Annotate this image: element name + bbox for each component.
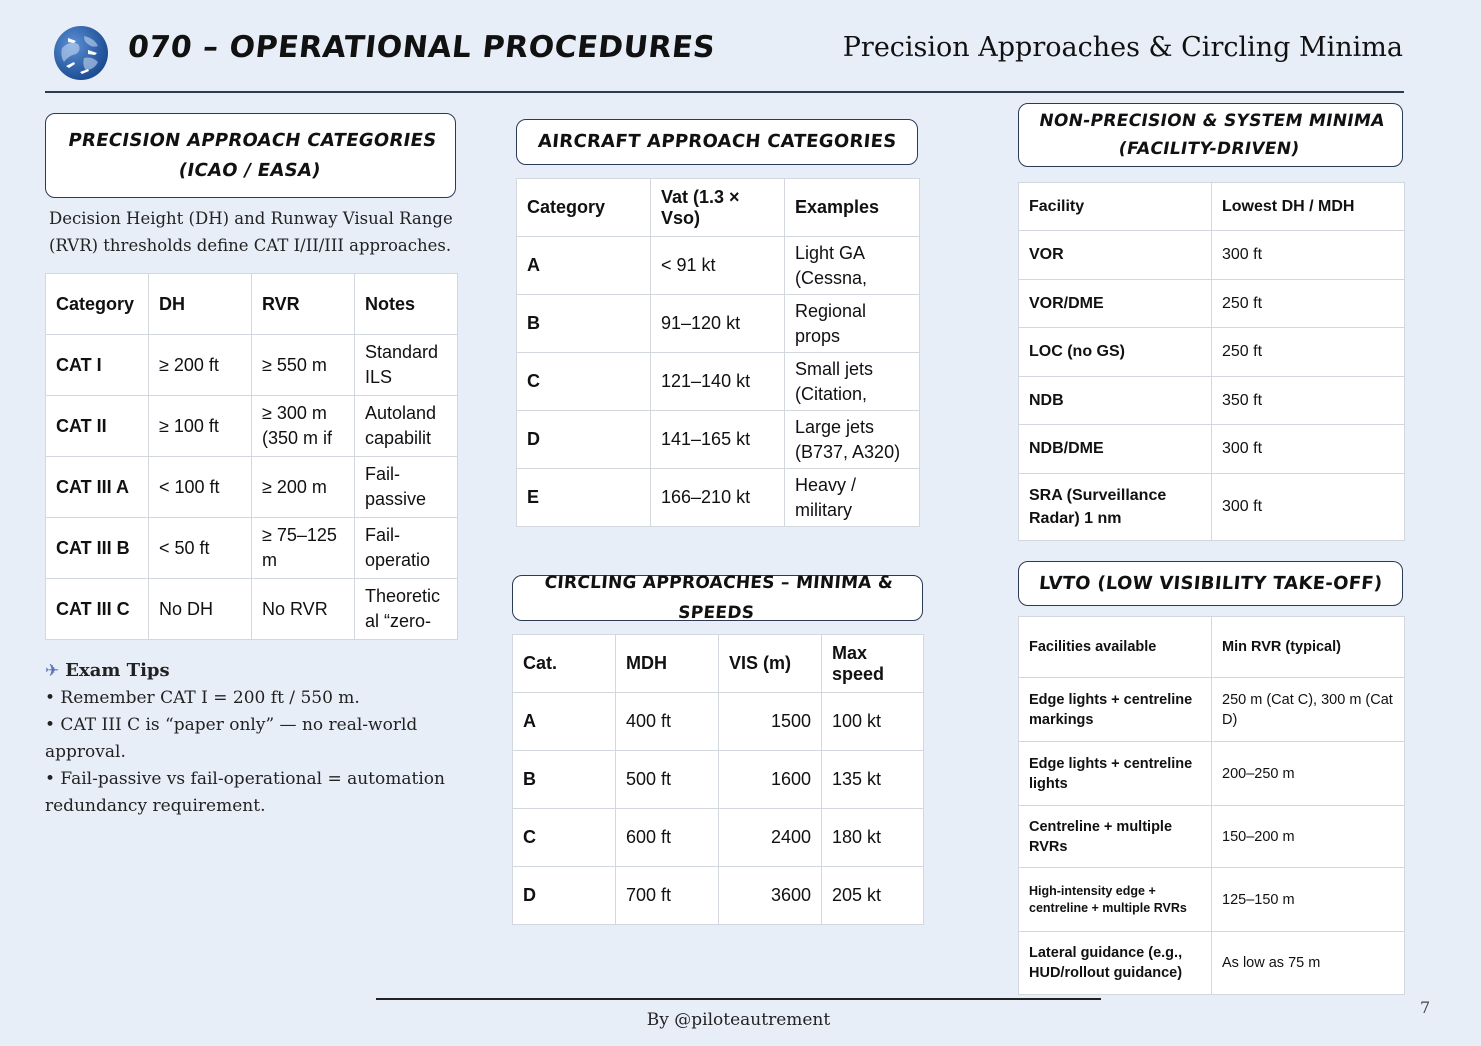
table-cell: 1600 (719, 751, 822, 809)
table-cell: VOR (1019, 231, 1212, 280)
tip-item: • CAT III C is “paper only” — no real-world approval. (45, 715, 418, 762)
precision-title-line2: (ICAO / EASA) (176, 159, 322, 181)
page-subtitle: Precision Approaches & Circling Minima (842, 32, 1403, 63)
table-cell: No RVR (252, 579, 355, 640)
table-cell: 700 ft (616, 867, 719, 925)
table-cell: 121–140 kt (651, 353, 785, 411)
table-cell: CAT III A (46, 457, 149, 518)
header-cell: Facilities available (1019, 617, 1212, 678)
table-row (1019, 328, 1405, 377)
table-cell: < 100 ft (149, 457, 252, 518)
table-cell: VOR/DME (1019, 280, 1212, 328)
table-row (517, 411, 920, 469)
table-cell: ≥ 100 ft (149, 396, 252, 457)
table-cell: CAT III C (46, 579, 149, 640)
lvto-title-box (1018, 561, 1403, 606)
precision-table (45, 273, 458, 640)
table-cell: A (517, 237, 651, 295)
table-row (517, 295, 920, 353)
lvto-title: LVTO (LOW VISIBILITY TAKE-OFF) (1037, 572, 1384, 594)
table-row (517, 237, 920, 295)
table-cell: D (513, 867, 616, 925)
globe-planes-icon (54, 26, 108, 80)
table-cell: 1500 (719, 693, 822, 751)
table-cell: 200–250 m (1212, 742, 1405, 806)
table-cell: 125–150 m (1212, 868, 1405, 932)
page-title: 070 – OPERATIONAL PROCEDURES (126, 30, 717, 65)
table-cell: < 91 kt (651, 237, 785, 295)
nonprecision-title-line1: NON-PRECISION & SYSTEM MINIMA (1037, 111, 1387, 131)
table-cell: 350 ft (1212, 377, 1405, 425)
nonprecision-table (1018, 182, 1405, 541)
table-row (1019, 474, 1405, 541)
table-cell: As low as 75 m (1212, 932, 1405, 995)
circling-title: CIRCLING APPROACHES – MINIMA & SPEEDS (543, 573, 894, 623)
table-cell: 166–210 kt (651, 469, 785, 527)
table-cell: ≥ 200 ft (149, 335, 252, 396)
circling-title-box (512, 575, 923, 621)
table-cell: Edge lights + centreline markings (1019, 678, 1212, 742)
table-cell: Heavy / military (785, 469, 920, 527)
airplane-icon: ✈ (45, 661, 60, 681)
circling-table (512, 634, 924, 925)
table-header-row (517, 179, 920, 237)
table-cell: 2400 (719, 809, 822, 867)
table-row (1019, 678, 1405, 742)
table-cell: 150–200 m (1212, 806, 1405, 868)
table-row (46, 579, 458, 640)
table-row (1019, 231, 1405, 280)
header-cell: Vat (1.3 × Vso) (651, 179, 785, 237)
table-row (513, 751, 924, 809)
table-row (1019, 377, 1405, 425)
table-cell: Fail-operatio (355, 518, 458, 579)
table-row (46, 518, 458, 579)
header-divider (45, 91, 1404, 93)
header-cell: Max speed (822, 635, 924, 693)
table-cell: 205 kt (822, 867, 924, 925)
table-row (513, 693, 924, 751)
table-cell: CAT I (46, 335, 149, 396)
table-cell: 400 ft (616, 693, 719, 751)
nonprecision-title-line2: (FACILITY-DRIVEN) (1117, 139, 1302, 159)
table-cell: Light GA (Cessna, (785, 237, 920, 295)
aircraft-title: AIRCRAFT APPROACH CATEGORIES (536, 131, 898, 152)
footer-divider (376, 998, 1101, 1000)
table-cell: B (517, 295, 651, 353)
header-cell: Facility (1019, 183, 1212, 231)
table-cell: ≥ 550 m (252, 335, 355, 396)
table-cell: < 50 ft (149, 518, 252, 579)
table-header-row (1019, 183, 1405, 231)
precision-title-box (45, 113, 456, 198)
table-cell: 180 kt (822, 809, 924, 867)
table-cell: 300 ft (1212, 231, 1405, 280)
header-cell: VIS (m) (719, 635, 822, 693)
table-row (513, 809, 924, 867)
table-cell: 135 kt (822, 751, 924, 809)
table-cell: High-intensity edge + centreline + multiple RVRs (1019, 868, 1212, 932)
table-row (46, 396, 458, 457)
table-cell: 91–120 kt (651, 295, 785, 353)
table-cell: SRA (Surveillance Radar) 1 nm (1019, 474, 1212, 541)
lvto-table (1018, 616, 1405, 995)
table-cell: Edge lights + centreline lights (1019, 742, 1212, 806)
table-cell: 100 kt (822, 693, 924, 751)
table-cell: B (513, 751, 616, 809)
table-cell: 250 ft (1212, 280, 1405, 328)
header-cell: Min RVR (typical) (1212, 617, 1405, 678)
header-cell: RVR (252, 274, 355, 335)
table-row (517, 469, 920, 527)
table-cell: Large jets (B737, A320) (785, 411, 920, 469)
tips-heading: Exam Tips (65, 660, 170, 681)
table-row (513, 867, 924, 925)
page-number: 7 (1420, 998, 1431, 1017)
table-cell: 250 ft (1212, 328, 1405, 377)
table-row (1019, 280, 1405, 328)
table-cell: Standard ILS (355, 335, 458, 396)
table-header-row (1019, 617, 1405, 678)
table-cell: Lateral guidance (e.g., HUD/rollout guidance) (1019, 932, 1212, 995)
table-cell: 300 ft (1212, 425, 1405, 474)
table-cell: 250 m (Cat C), 300 m (Cat D) (1212, 678, 1405, 742)
header-cell: Cat. (513, 635, 616, 693)
table-cell: NDB/DME (1019, 425, 1212, 474)
tip-item: • Remember CAT I = 200 ft / 550 m. (45, 688, 360, 708)
table-cell: A (513, 693, 616, 751)
table-cell: NDB (1019, 377, 1212, 425)
table-cell: Small jets (Citation, (785, 353, 920, 411)
aircraft-table (516, 178, 920, 527)
table-cell: 3600 (719, 867, 822, 925)
nonprecision-title-box (1018, 103, 1403, 167)
header-cell: Category (517, 179, 651, 237)
header-cell: Examples (785, 179, 920, 237)
footer-byline: By @piloteautrement (646, 1010, 831, 1030)
table-row (1019, 932, 1405, 995)
table-row (517, 353, 920, 411)
table-row (1019, 868, 1405, 932)
exam-tips (45, 657, 465, 820)
table-row (46, 457, 458, 518)
table-cell: D (517, 411, 651, 469)
table-row (1019, 742, 1405, 806)
table-row (1019, 806, 1405, 868)
precision-description: Decision Height (DH) and Runway Visual Range (RVR) thresholds define CAT I/II/III approaches. (49, 209, 453, 255)
table-cell: C (513, 809, 616, 867)
table-cell: Fail-passive (355, 457, 458, 518)
header-cell: Lowest DH / MDH (1212, 183, 1405, 231)
table-cell: 500 ft (616, 751, 719, 809)
table-cell: LOC (no GS) (1019, 328, 1212, 377)
table-cell: E (517, 469, 651, 527)
table-cell: ≥ 75–125 m (252, 518, 355, 579)
table-cell: ≥ 300 m (350 m if (252, 396, 355, 457)
table-cell: No DH (149, 579, 252, 640)
tip-item: • Fail-passive vs fail-operational = automation redundancy requirement. (45, 769, 445, 816)
aircraft-title-box (516, 119, 918, 165)
table-cell: CAT II (46, 396, 149, 457)
table-cell: Regional props (785, 295, 920, 353)
header-cell: DH (149, 274, 252, 335)
table-cell: Autoland capabilit (355, 396, 458, 457)
table-header-row (46, 274, 458, 335)
table-cell: Centreline + multiple RVRs (1019, 806, 1212, 868)
table-cell: 141–165 kt (651, 411, 785, 469)
table-cell: ≥ 200 m (252, 457, 355, 518)
precision-title-line1: PRECISION APPROACH CATEGORIES (66, 129, 438, 151)
table-row (46, 335, 458, 396)
table-cell: 300 ft (1212, 474, 1405, 541)
header-cell: Notes (355, 274, 458, 335)
table-cell: 600 ft (616, 809, 719, 867)
table-row (1019, 425, 1405, 474)
header-cell: MDH (616, 635, 719, 693)
table-cell: C (517, 353, 651, 411)
table-cell: Theoretical “zero- (355, 579, 458, 640)
header-cell: Category (46, 274, 149, 335)
table-header-row (513, 635, 924, 693)
table-cell: CAT III B (46, 518, 149, 579)
